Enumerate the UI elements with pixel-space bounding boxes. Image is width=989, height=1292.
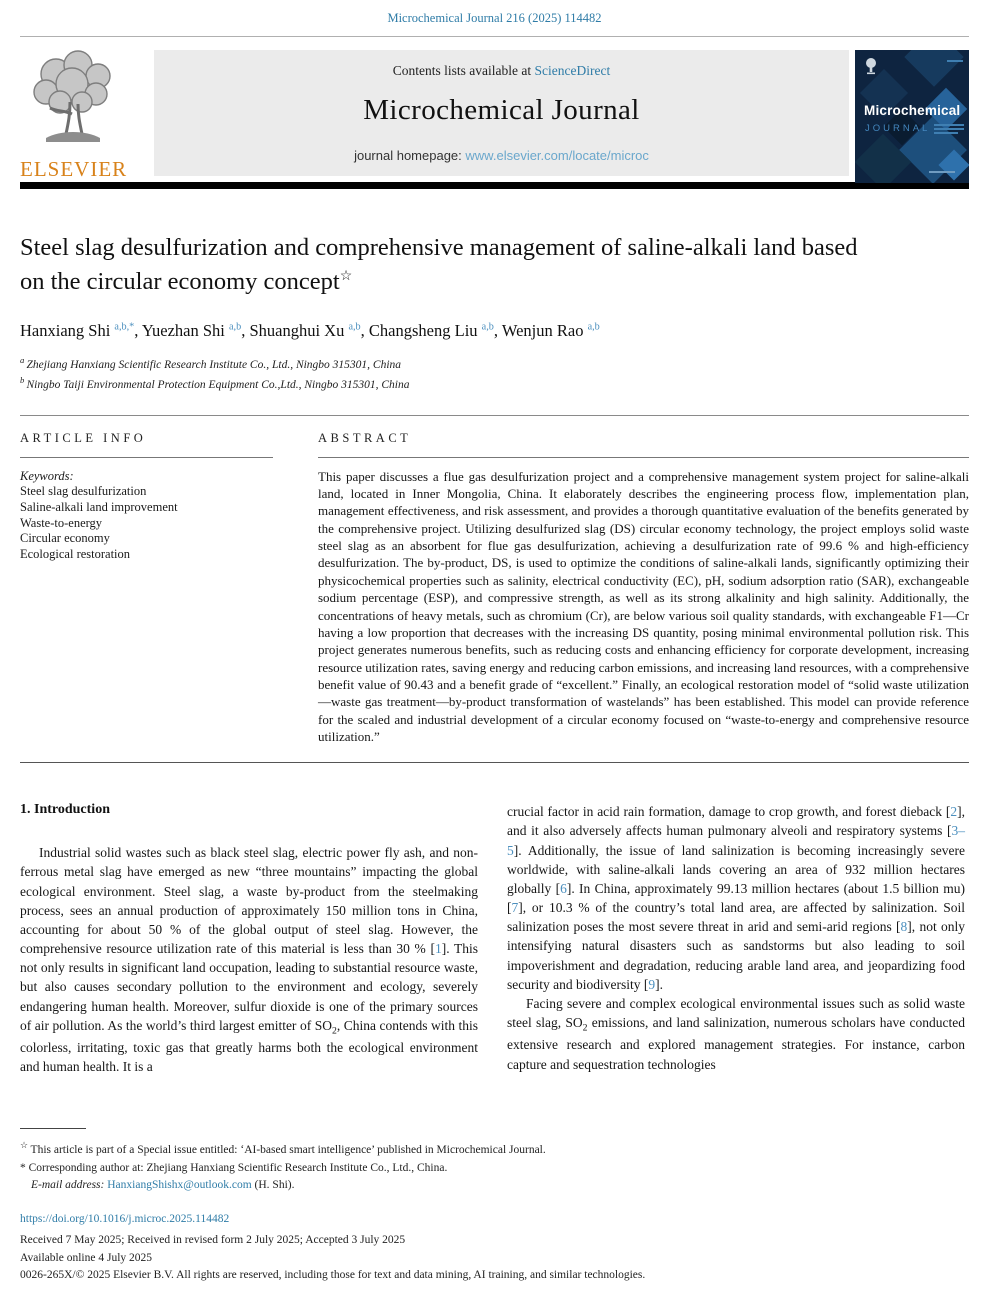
- doi-link[interactable]: https://doi.org/10.1016/j.microc.2025.114482: [20, 1213, 230, 1225]
- abstract-text: This paper discusses a flue gas desulfurization project and a comprehensive management system project for saline-alkali land, located in Inner Mongolia, China. It elaborately describes the engineering process flow, implementation plan, management effectiveness, and risk assessment, and provides a thorough quantitative evaluation of the benefits generated by the comprehensive project. Utilizing desulfurized slag (DS) circular economy technology, the project employs solid waste steel slag as an absorbent for flue gas desulfurization, achieving a desulfurization rate of 99.6 % and high-efficiency desulfurization. The by-product, DS, is used to optimize the conditions of saline-alkali lands, significantly optimizing their physicochemical properties such as salinity, electrical conductivity (EC), pH, sodium adsorption ratio (SAR), exchangeable sodium percentage (ESP), and compressive strength, as well as its strong alkalinity and high salinity. Additionally, the concentrations of heavy metals, such as chromium (Cr), are below various soil quality standards, with exchangeable F1—Cr having a low proportion that decreases with the increasing DS quantity, posing minimal environmental pollution risk. This project generates numerous benefits, such as reducing costs and enhancing efficiency for corporate development, increasing resource utilization rates, saving energy and reducing carbon emissions, and increasing land resources, with a comprehensive benefit value of 90.43 and a benefit grade of “excellent.” Finally, an ecological restoration model of “solid waste utilization—waste gas treatment—by-product transformation of wastelands” has been established. This model can provide reference for the scaled and industrial development of a circular economy focused on “waste-to-energy and comprehensive resource utilization.”: [318, 468, 969, 744]
- introduction-section: [20, 802, 969, 1076]
- journal-cover-thumbnail[interactable]: [855, 50, 969, 183]
- intro-paragraph: Facing severe and complex ecological environmental issues such as solid waste steel slag, $SO_2$ emissions, and land salinization, numerous scholars have conducted extensive research and explored management strategies. For instance, carbon capture and sequestration technologies: [507, 995, 965, 1072]
- cover-journal-subtitle: JOURNAL: [865, 123, 931, 134]
- citation-link[interactable]: 3–5: [507, 823, 965, 858]
- footnote-divider: [20, 1128, 86, 1129]
- intro-paragraph: Industrial solid wastes such as black steel slag, electric power fly ash, and non-ferrous metal slag have emerged as new “three mountains” impacting the global ecological environment. Steel slag, a waste by-product from the steelmaking process, sees an annual production of approximately 150 million tons in China, accounting for about 50 % of the global output of steel slag. However, the comprehensive resource utilization rate of this material is less than 30 % [1]. This not only results in significant land occupation, leading to substantial resource waste, but also causes secondary pollution to the environment and ecology, severely endangering human health. Moreover, sulfur dioxide is one of the primary sources of air pollution. As the world’s third largest emitter of $SO_2$, China contends with this colorless, irritating, toxic gas that greatly harms both the ecological environment and human health. It is a: [20, 845, 478, 1075]
- contents-line: [154, 63, 849, 79]
- cover-tagline: [934, 124, 964, 126]
- article-info-rule: [20, 457, 273, 458]
- contents-label: Contents lists available at: [392, 63, 532, 78]
- affiliations: [20, 354, 969, 394]
- citation-link[interactable]: 6: [560, 880, 567, 896]
- journal-masthead: [20, 50, 969, 181]
- footnotes: [20, 1128, 740, 1195]
- elsevier-logo[interactable]: [20, 50, 154, 181]
- intro-left-column: [20, 802, 478, 1076]
- keyword: Ecological restoration: [20, 547, 131, 561]
- homepage-label: journal homepage:: [354, 148, 462, 163]
- masthead-bottom-bar: [20, 182, 969, 189]
- intro-right-column: [507, 802, 965, 1076]
- running-head-citation: Microchemical Journal 216 (2025) 114482: [387, 11, 602, 25]
- citation-link[interactable]: 1: [434, 941, 442, 957]
- introduction-heading: 1. Introduction: [20, 802, 110, 818]
- citation-link[interactable]: 9: [648, 976, 656, 992]
- abstract-column: [318, 431, 969, 746]
- cover-publisher-text: [929, 171, 955, 173]
- journal-homepage-link[interactable]: www.elsevier.com/locate/microc: [465, 148, 649, 163]
- intro-paragraph: crucial factor in acid rain formation, damage to crop growth, and forest dieback [2], and it also adversely affects human pulmonary alveoli and respiratory systems [3–5]. Additionally, the issue of land salinization is becoming increasingly severe worldwide, with saline-alkali lands covering an area of 932 million hectares globally [6]. In China, approximately 99.13 million hectares (about 1.5 billion mu) [7], or 10.3 % of the country’s total land area, are affected by salinization. Soil salinization poses the most severe threat in arid and semi-arid regions [8], not only intensifying natural disasters such as sandstorms but also leading to soil impoverishment and degradation, reducing arable land area, and jeopardizing food security and biodiversity [9].: [507, 804, 965, 992]
- cover-elsevier-mark-icon: [864, 57, 878, 75]
- article-info-column: [20, 431, 273, 746]
- citation-link[interactable]: 8: [900, 919, 908, 935]
- author-list: Hanxiang Shi $^{a,b,*}$, Yuezhan Shi $^{a,b}$, Shuanghui Xu $^{a,b}$, Changsheng Liu $^{a,b}$, Wenjun Rao $^{a,b}$: [20, 320, 600, 340]
- elsevier-wordmark: ELSEVIER: [20, 157, 128, 181]
- corresponding-author-footnote: * Corresponding author at: Zhejiang Hanxiang Scientific Research Institute Co., Ltd., China.: [20, 1161, 448, 1174]
- elsevier-tree-icon: [20, 50, 124, 150]
- received-dates: Received 7 May 2025; Received in revised form 2 July 2025; Accepted 3 July 2025: [20, 1233, 406, 1246]
- sciencedirect-link[interactable]: ScienceDirect: [534, 63, 611, 78]
- keyword: Circular economy: [20, 531, 110, 546]
- citation-link[interactable]: 7: [511, 900, 519, 916]
- citation-link[interactable]: 2: [950, 804, 958, 820]
- copyright-line: 0026-265X/© 2025 Elsevier B.V. All rights are reserved, including those for text and data mining, AI training, and similar technologies.: [20, 1269, 646, 1282]
- cover-issue-text: [947, 60, 963, 62]
- info-abstract-block: [20, 431, 969, 746]
- keyword: Saline-alkali land improvement: [20, 499, 178, 514]
- homepage-line: [154, 148, 849, 163]
- cover-tagline: [934, 128, 964, 130]
- article-footer: [20, 1211, 965, 1285]
- affiliation-b: $^b$ Ningbo Taiji Environmental Protection Equipment Co.,Ltd., Ningbo 315301, China: [20, 374, 410, 391]
- journal-title: Microchemical Journal: [363, 94, 640, 126]
- email-link[interactable]: HanxiangShishx@outlook.com: [107, 1179, 252, 1192]
- journal-banner: [154, 50, 849, 176]
- affiliation-a: $^a$ Zhejiang Hanxiang Scientific Research Institute Co., Ltd., Ningbo 315301, China: [20, 354, 402, 371]
- abstract-heading: ABSTRACT: [318, 430, 412, 445]
- cover-journal-title: Microchemical: [864, 103, 961, 118]
- special-issue-footnote: ☆ This article is part of a Special issue entitled: ‘AI-based smart intelligence’ published in Microchemical Journal.: [20, 1140, 546, 1156]
- cover-pattern: [904, 50, 963, 87]
- keyword: Steel slag desulfurization: [20, 484, 147, 498]
- article-info-heading: ARTICLE INFO: [20, 430, 147, 445]
- abstract-bottom-divider: [20, 762, 969, 763]
- section-divider: [20, 415, 969, 416]
- email-footnote: E-mail address: HanxiangShishx@outlook.com (H. Shi).: [31, 1179, 295, 1192]
- abstract-rule: [318, 457, 969, 458]
- article-title: Steel slag desulfurization and comprehensive management of saline-alkali land based on the circular economy concept☆: [20, 234, 858, 296]
- cover-tagline: [934, 132, 958, 134]
- keyword: Waste-to-energy: [20, 515, 103, 530]
- available-online: Available online 4 July 2025: [20, 1251, 153, 1264]
- top-divider: [20, 36, 969, 37]
- keywords-label: Keywords:: [20, 468, 74, 483]
